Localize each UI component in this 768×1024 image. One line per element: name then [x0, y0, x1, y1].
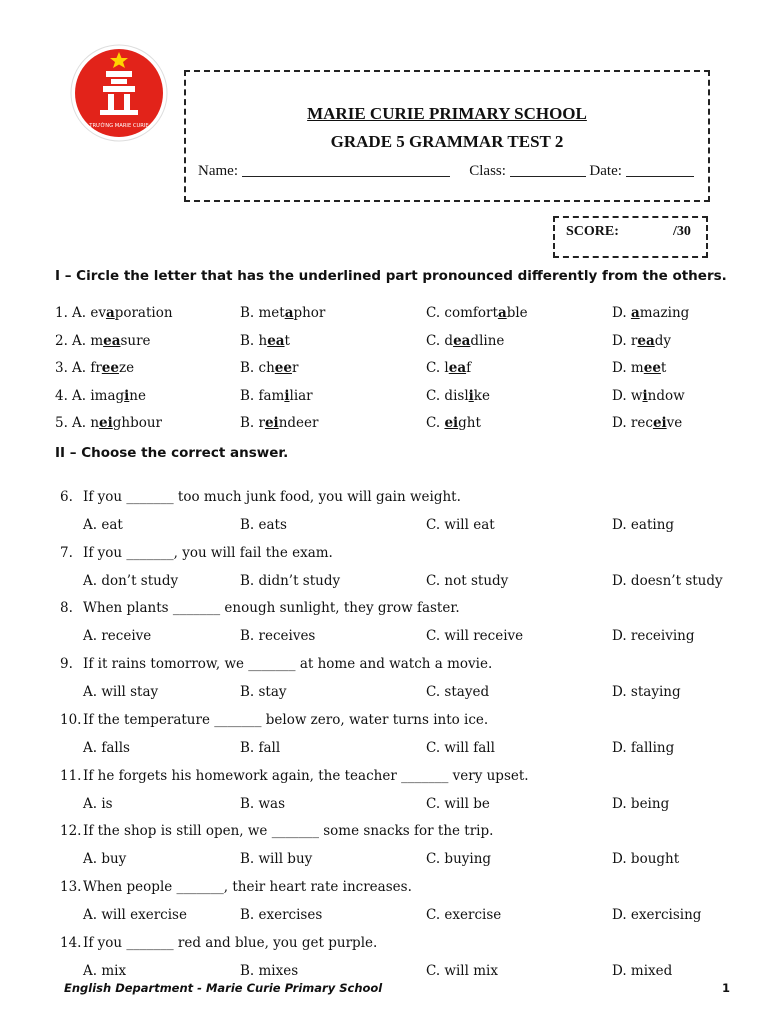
underlined-sound: ee	[643, 360, 661, 376]
date-field[interactable]	[626, 162, 694, 177]
answer-option[interactable]: C. deadline	[426, 332, 505, 349]
question-number: 10.	[60, 711, 82, 728]
underlined-sound: i	[124, 387, 130, 404]
underlined-sound: a	[284, 305, 294, 321]
question-text: If the shop is still open, we _______ some snacks for the trip.	[83, 823, 494, 840]
date-label: Date:	[589, 163, 622, 179]
question-text: When people _______, their heart rate increases.	[83, 878, 412, 895]
answer-option[interactable]: D. bought	[612, 851, 680, 868]
answer-option[interactable]: A. evaporation	[72, 305, 173, 321]
question-number: 6.	[60, 489, 73, 505]
answer-option[interactable]: B. stay	[240, 684, 287, 701]
underlined-sound: a	[497, 305, 507, 321]
answer-option[interactable]: C. will eat	[426, 517, 495, 533]
answer-option[interactable]: D. being	[612, 795, 670, 812]
question-text: If it rains tomorrow, we _______ at home and watch a movie.	[83, 656, 493, 673]
question-text: If you _______, you will fail the exam.	[83, 544, 333, 561]
answer-option[interactable]: C. stayed	[426, 684, 490, 701]
answer-option[interactable]: B. exercises	[240, 906, 323, 923]
question-stem	[0, 823, 768, 843]
answer-option[interactable]: A. mix	[83, 962, 127, 979]
question-stem	[0, 656, 768, 676]
answer-row	[0, 851, 768, 871]
underlined-sound: ei	[264, 415, 279, 431]
name-label: Name:	[198, 163, 238, 179]
question-number: 7.	[60, 544, 73, 561]
answer-option[interactable]: A. imagine	[72, 387, 146, 404]
answer-option[interactable]: B. will buy	[240, 851, 313, 868]
answer-option[interactable]: D. falling	[612, 739, 675, 756]
question-text: If he forgets his homework again, the teacher _______ very upset.	[83, 767, 529, 784]
answer-row	[0, 907, 768, 927]
answer-option[interactable]: A. will exercise	[83, 906, 187, 923]
underlined-sound: ei	[652, 415, 667, 431]
underlined-sound: i	[284, 387, 290, 404]
logo-caption: TRƯỜNG MARIE CURIE	[89, 123, 149, 129]
answer-option[interactable]: A. falls	[83, 739, 130, 756]
answer-option[interactable]: D. meet	[612, 360, 667, 376]
test-title: GRADE 5 GRAMMAR TEST 2	[330, 132, 564, 151]
underlined-sound: ee	[101, 360, 119, 376]
question-number: 13.	[60, 878, 82, 895]
score-max: /30	[673, 224, 691, 239]
question-text: If the temperature _______ below zero, water turns into ice.	[83, 711, 489, 728]
pronunciation-question	[0, 415, 768, 435]
answer-option[interactable]: D. amazing	[612, 305, 690, 321]
school-name: MARIE CURIE PRIMARY SCHOOL	[307, 104, 587, 123]
answer-option[interactable]: D. ready	[612, 332, 672, 349]
question-stem	[0, 935, 768, 955]
answer-option[interactable]: C. not study	[426, 572, 509, 589]
answer-option[interactable]: A. receive	[83, 628, 152, 645]
answer-option[interactable]: A. buy	[83, 851, 127, 868]
header-box	[184, 70, 710, 202]
answer-option[interactable]: D. exercising	[612, 906, 702, 923]
underlined-sound: i	[468, 387, 474, 404]
answer-option[interactable]: B. didn’t study	[240, 572, 341, 589]
answer-option[interactable]: A. neighbour	[72, 415, 163, 431]
underlined-sound: ea	[448, 360, 467, 376]
answer-option[interactable]: C. exercise	[426, 906, 502, 923]
question-stem	[0, 712, 768, 732]
answer-option[interactable]: C. will fall	[426, 739, 495, 756]
answer-option[interactable]: A. freeze	[72, 360, 135, 376]
answer-option[interactable]: B. eats	[240, 517, 287, 533]
answer-option[interactable]: C. will be	[426, 795, 490, 812]
answer-option[interactable]: D. mixed	[612, 962, 673, 979]
answer-option[interactable]: B. reindeer	[240, 415, 319, 431]
answer-option[interactable]: C. dislike	[426, 387, 490, 404]
answer-option[interactable]: C. comfortable	[426, 305, 528, 321]
footer-text: English Department - Marie Curie Primary School	[64, 981, 383, 995]
question-number: 4.	[55, 387, 68, 404]
question-text: If you _______ red and blue, you get purple.	[83, 934, 378, 951]
answer-option[interactable]: B. mixes	[240, 962, 299, 979]
answer-option[interactable]: B. cheer	[240, 360, 299, 376]
answer-option[interactable]: D. staying	[612, 684, 681, 701]
underlined-sound: a	[105, 305, 115, 321]
question-number: 8.	[60, 600, 73, 617]
question-number: 3.	[55, 360, 68, 376]
question-number: 14.	[60, 934, 82, 951]
question-text: When plants _______ enough sunlight, they grow faster.	[83, 600, 460, 617]
answer-option[interactable]: C. will receive	[426, 628, 524, 645]
answer-option[interactable]: B. familiar	[240, 387, 313, 404]
answer-option[interactable]: A. eat	[83, 517, 123, 533]
answer-option[interactable]: C. eight	[426, 415, 481, 431]
answer-option[interactable]: B. heat	[240, 332, 290, 349]
answer-option[interactable]: B. fall	[240, 739, 281, 756]
question-number: 2.	[55, 332, 68, 349]
question-stem	[0, 600, 768, 620]
question-number: 12.	[60, 823, 82, 840]
class-label: Class:	[469, 163, 506, 179]
underlined-sound: ea	[103, 332, 121, 349]
question-number: 11.	[60, 767, 82, 784]
answer-row	[0, 963, 768, 983]
underlined-sound: ee	[274, 360, 292, 376]
score-box	[553, 216, 708, 258]
question-number: 5.	[55, 415, 68, 431]
answer-option[interactable]: C. will mix	[426, 962, 498, 979]
class-field[interactable]	[510, 162, 586, 177]
section-1-title: I – Circle the letter that has the underlined part pronounced differently from the others.	[55, 268, 727, 284]
answer-option[interactable]: B. metaphor	[240, 305, 326, 321]
underlined-sound: ea	[453, 332, 471, 349]
answer-option[interactable]: D. eating	[612, 517, 675, 533]
question-stem	[0, 489, 768, 509]
section-2-title: II – Choose the correct answer.	[55, 445, 289, 461]
answer-option[interactable]: D. receive	[612, 415, 683, 431]
name-field[interactable]	[242, 162, 450, 177]
answer-row	[0, 740, 768, 760]
answer-row	[0, 796, 768, 816]
question-stem	[0, 545, 768, 565]
answer-option[interactable]: A. will stay	[83, 684, 159, 701]
answer-option[interactable]: D. receiving	[612, 628, 695, 645]
underlined-sound: ea	[267, 332, 285, 349]
question-number: 9.	[60, 656, 73, 673]
answer-row	[0, 684, 768, 704]
page-number: 1	[722, 981, 731, 995]
question-stem	[0, 879, 768, 899]
question-stem	[0, 768, 768, 788]
answer-option[interactable]: C. leaf	[426, 360, 472, 376]
answer-option[interactable]: D. doesn’t study	[612, 572, 723, 589]
answer-option[interactable]: A. don’t study	[83, 572, 179, 589]
underlined-sound: ea	[637, 332, 655, 349]
pronunciation-question	[0, 305, 768, 325]
answer-option[interactable]: D. window	[612, 387, 685, 404]
answer-row	[0, 573, 768, 593]
answer-option[interactable]: B. was	[240, 795, 286, 812]
underlined-sound: i	[642, 387, 648, 404]
underlined-sound: ei	[444, 415, 459, 431]
school-logo	[70, 44, 168, 142]
answer-row	[0, 628, 768, 648]
underlined-sound: ei	[99, 415, 113, 431]
underlined-sound: a	[630, 305, 640, 321]
answer-row	[0, 517, 768, 537]
score-label: SCORE:	[566, 224, 619, 239]
student-info-fields	[198, 162, 698, 180]
answer-option[interactable]: C. buying	[426, 851, 492, 868]
answer-option[interactable]: B. receives	[240, 628, 316, 645]
pronunciation-question	[0, 388, 768, 408]
answer-option[interactable]: A. measure	[72, 332, 151, 349]
question-text: If you _______ too much junk food, you will gain weight.	[83, 489, 461, 505]
answer-option[interactable]: A. is	[83, 795, 113, 812]
question-number: 1.	[55, 305, 68, 321]
pronunciation-question	[0, 360, 768, 380]
pronunciation-question	[0, 333, 768, 353]
